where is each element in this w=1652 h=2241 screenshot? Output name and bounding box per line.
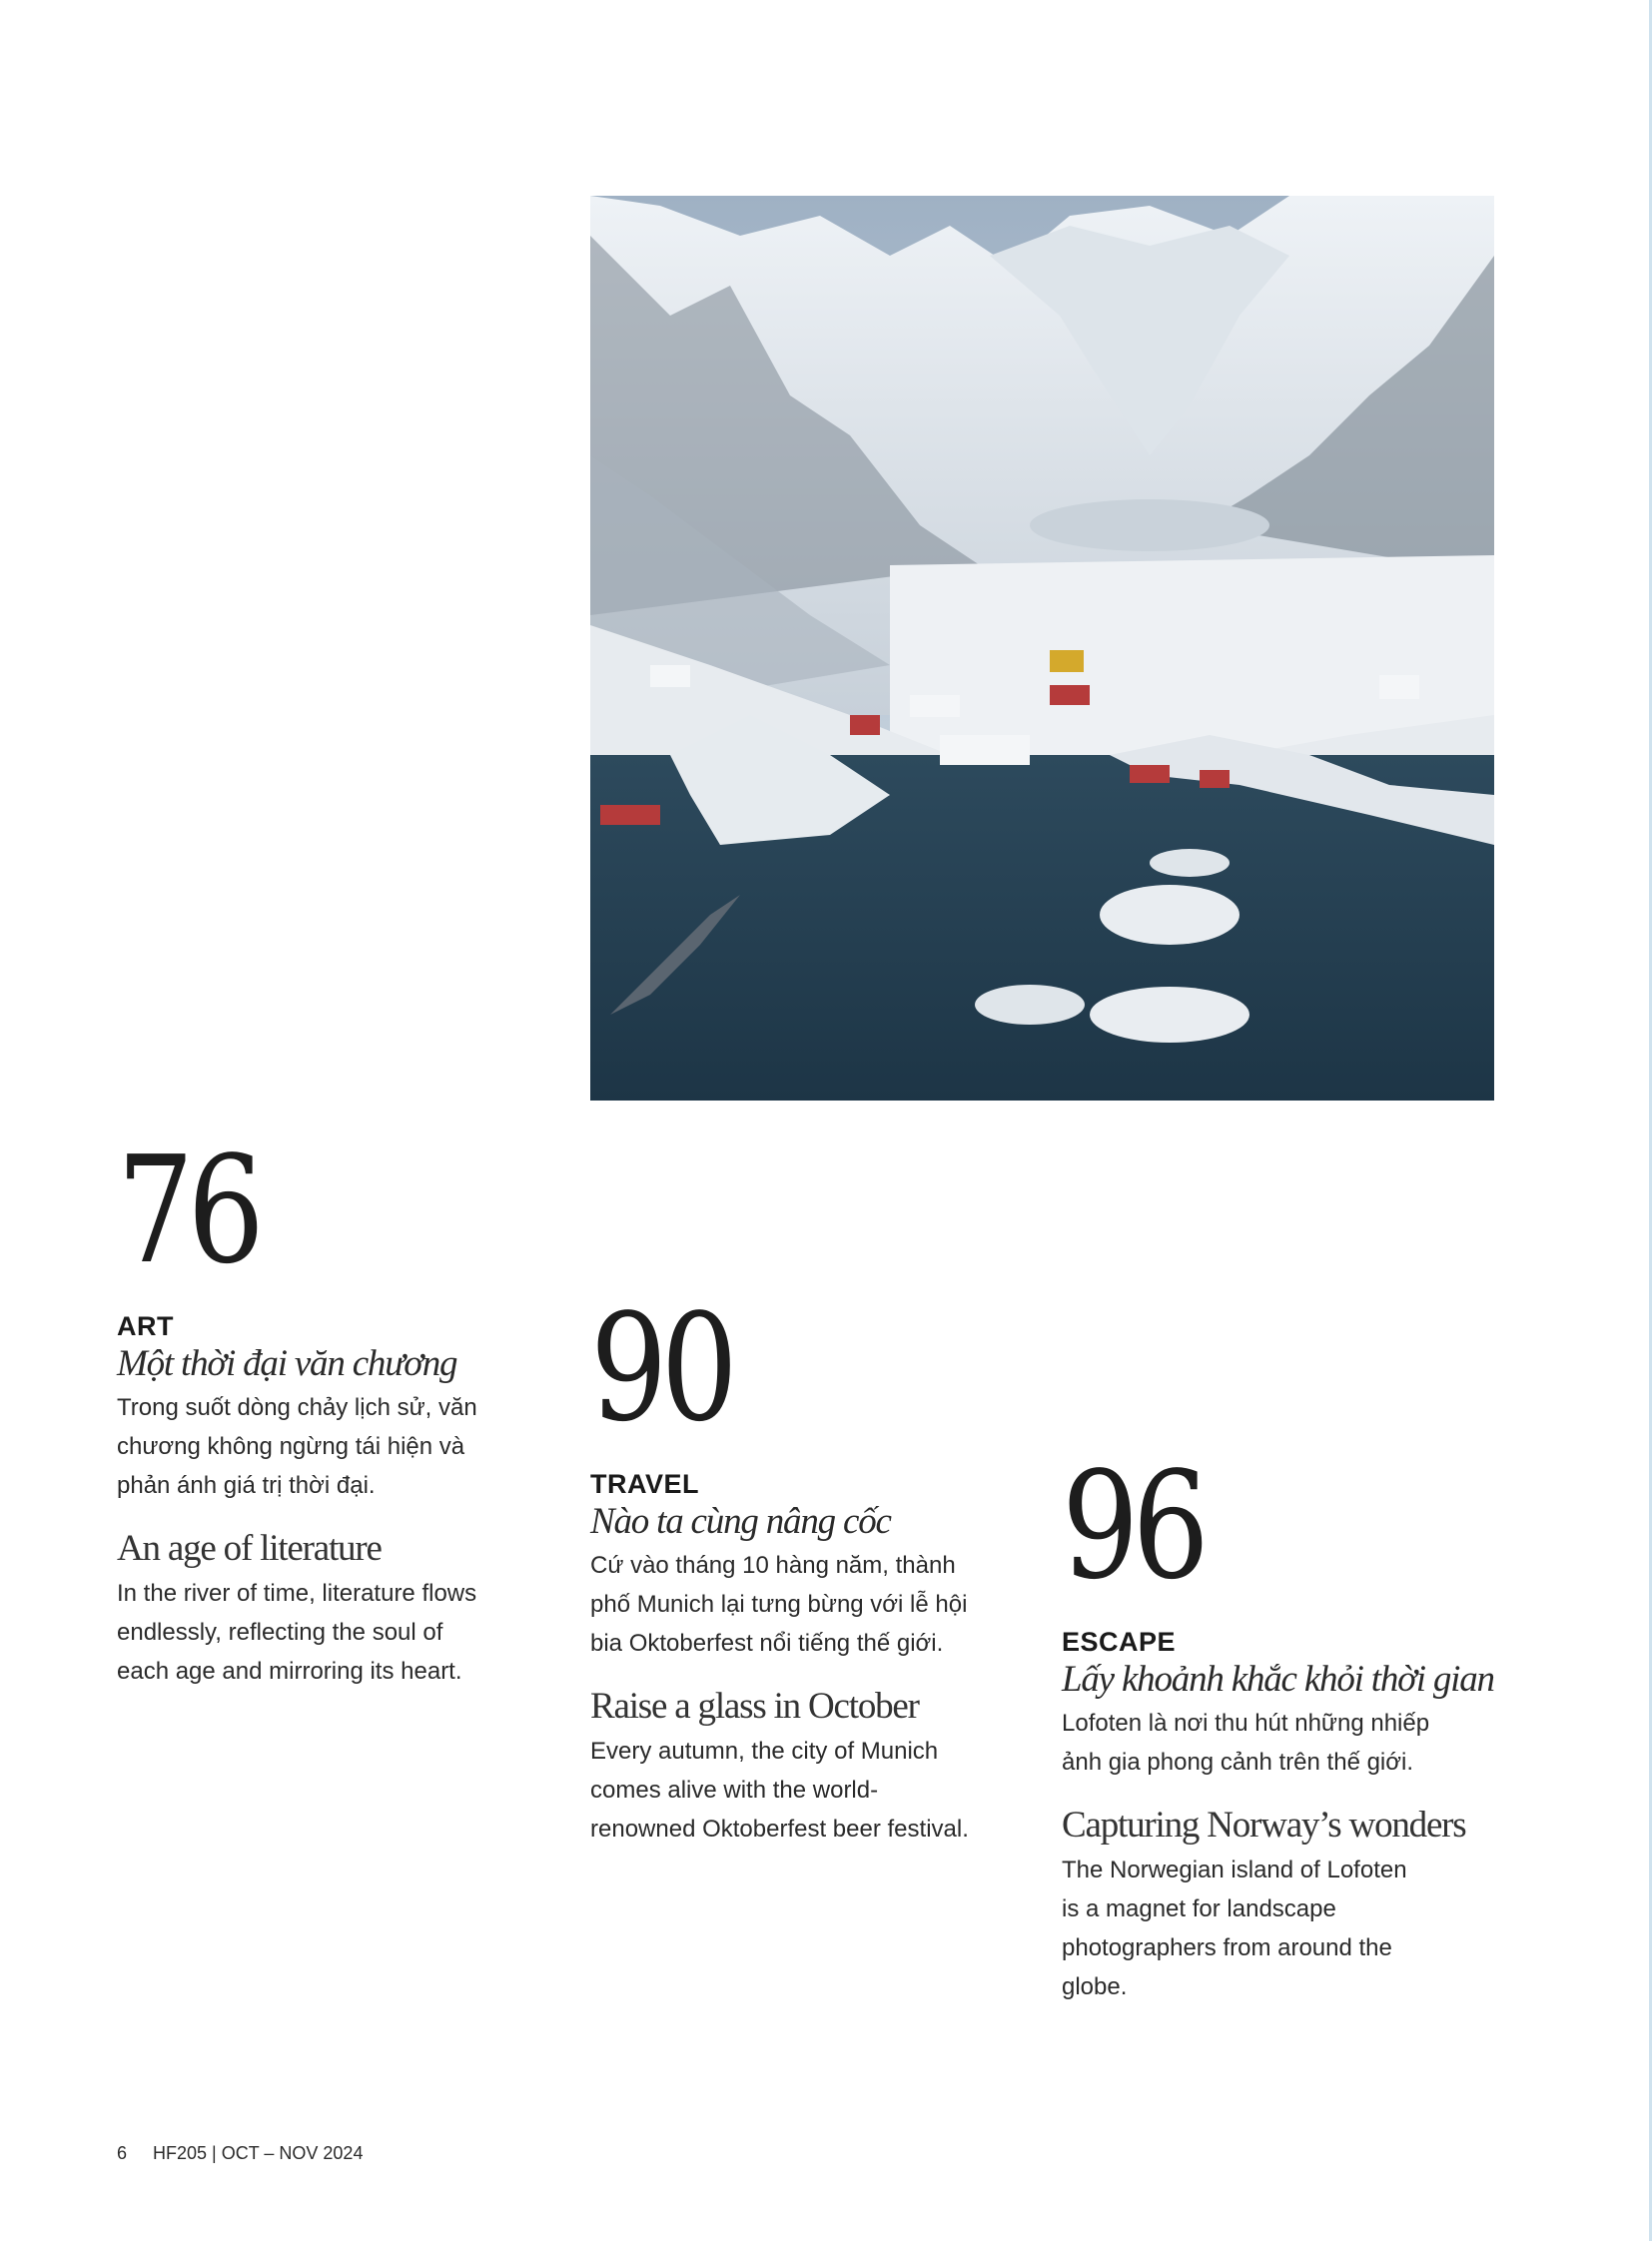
- body-line: ảnh gia phong cảnh trên thế giới.: [1062, 1749, 1413, 1777]
- body-vi-travel: [590, 1546, 1010, 1663]
- title-en-escape: Capturing Norway’s wonders: [1062, 1805, 1466, 1847]
- body-line: Every autumn, the city of Munich: [590, 1738, 939, 1766]
- body-line: Trong suốt dòng chảy lịch sử, văn: [117, 1394, 477, 1422]
- section-label-art: ART: [117, 1311, 174, 1341]
- body-en-art: [117, 1574, 536, 1691]
- hero-photo-lofoten: [590, 196, 1494, 1101]
- footer-page-number: 6: [117, 2143, 128, 2163]
- title-en-art: An age of literature: [117, 1528, 382, 1570]
- footer-issue: HF205 | OCT – NOV 2024: [153, 2143, 364, 2163]
- body-en-escape: [1062, 1851, 1481, 2006]
- title-vi-travel: Nào ta cùng nâng cốc: [590, 1500, 891, 1542]
- article-escape: [1062, 1440, 1494, 2006]
- section-label-escape: ESCAPE: [1062, 1627, 1177, 1657]
- page-footer: [117, 2143, 363, 2164]
- body-line: Lofoten là nơi thu hút những nhiếp: [1062, 1710, 1430, 1738]
- page-number-travel: 90: [590, 1282, 732, 1454]
- body-line: renowned Oktoberfest beer festival.: [590, 1816, 969, 1844]
- body-vi-escape: [1062, 1704, 1481, 1782]
- body-line: Cứ vào tháng 10 hàng năm, thành: [590, 1552, 956, 1580]
- article-art: [117, 1124, 536, 1691]
- title-vi-escape: Lấy khoảnh khắc khỏi thời gian: [1062, 1658, 1494, 1700]
- body-line: endlessly, reflecting the soul of: [117, 1619, 443, 1647]
- body-vi-art: [117, 1388, 536, 1505]
- page-number-escape: 96: [1062, 1440, 1204, 1612]
- page-number-art: 76: [117, 1124, 259, 1296]
- article-travel: [590, 1282, 1010, 1849]
- body-line: phố Munich lại tưng bừng với lễ hội: [590, 1591, 968, 1619]
- title-en-travel: Raise a glass in October: [590, 1686, 919, 1728]
- title-vi-art: Một thời đại văn chương: [117, 1342, 457, 1384]
- body-line: each age and mirroring its heart.: [117, 1658, 462, 1686]
- section-label-travel: TRAVEL: [590, 1469, 699, 1499]
- body-line: chương không ngừng tái hiện và: [117, 1433, 465, 1461]
- body-line: phản ánh giá trị thời đại.: [117, 1472, 376, 1500]
- body-line: The Norwegian island of Lofoten: [1062, 1857, 1407, 1884]
- snowy-fjord-village-image: [590, 196, 1494, 1101]
- body-line: photographers from around the: [1062, 1934, 1392, 1962]
- body-line: comes alive with the world-: [590, 1777, 879, 1805]
- body-en-travel: [590, 1732, 1010, 1849]
- body-line: is a magnet for landscape: [1062, 1895, 1336, 1923]
- body-line: bia Oktoberfest nổi tiếng thế giới.: [590, 1630, 944, 1658]
- body-line: globe.: [1062, 1973, 1128, 2001]
- body-line: In the river of time, literature flows: [117, 1580, 477, 1608]
